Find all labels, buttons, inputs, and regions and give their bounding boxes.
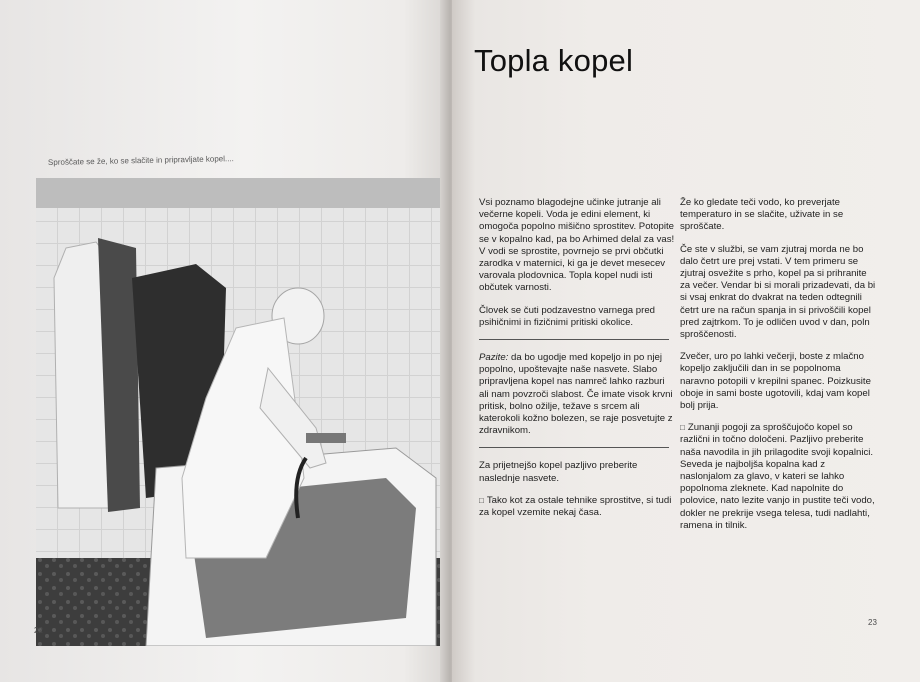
paragraph: Že ko gledate teči vodo, ko preverjate temperaturo in se slačite, uživate in se sproščate. bbox=[680, 197, 844, 233]
square-bullet-icon: □ bbox=[479, 495, 484, 505]
paragraph: Vsi poznamo blagodejne učinke jutranje ali večerne kopeli. Voda je edini element, ki omogoča popolno mišično sprostitev. Potopite se v kopalno kad, pa bo Arhimed delal za vas! V vodi se sprostite, povrnejo se prvi občutki zarodka v maternici, ki ga je devet mesecev varovala plodovnica. Topla kopel nudi isti občutek varnosti. bbox=[479, 197, 675, 294]
paragraph: Zvečer, uro po lahki večerji, boste z mlačno kopeljo zaključili dan in se popolnoma naravno potopili v krepilni spanec. Poizkusite oboje in sami boste ugotovili, kdaj vam kopel bolj prija. bbox=[680, 351, 871, 412]
divider bbox=[479, 447, 669, 448]
bullet-item bbox=[680, 422, 876, 532]
warning-paragraph bbox=[479, 352, 675, 437]
text-column-2 bbox=[680, 197, 876, 542]
divider bbox=[479, 339, 669, 340]
paragraph: Če ste v službi, se vam zjutraj morda ne bo dalo četrt ure prej vstati. V tem primeru se zjutraj osvežite s prho, kopel pa si prihranite za večer. Vendar bi si morali prizadevati, da bi si vsaj enkrat do dvakrat na teden odtegnili četrt ure na račun spanja in si privoščili kopel pred zajtrkom. To je odličen uvod v dan, poln sproščenosti. bbox=[680, 243, 876, 341]
left-page bbox=[0, 0, 448, 682]
warning-text: da bo ugodje med kopeljo in po njej popolno, upoštevajte naše nasvete. Slabo pripravljena kopel nas namreč lahko razburi ali nam povzroči slabost. Če imate visok krvni pritisk, bolno ožilje, težave s srcem ali katerokoli kožno bolezen, se raje posvetujte z zdravnikom. bbox=[479, 352, 673, 437]
paragraph: Človek se čuti podzavestno varnega pred psihičnimi in fizičnimi pritiski okolice. bbox=[479, 304, 655, 328]
paragraph: Za prijetnejšo kopel pazljivo preberite naslednje nasvete. bbox=[479, 460, 638, 484]
bullet-text: Zunanji pogoji za sproščujočo kopel so različni in točno določeni. Pazljivo preberite naša navodila in jih prilagodite svoji kopalnici. Seveda je najboljša kopalna kad z naslonjalom za glavo, v kateri se lahko popolnoma zleknete. Kad napolnite do polovice, nato lezite vanjo in pustite teči vodo, dokler ne prekrije vsega telesa, tudi nadlahti, ramena in tilnik. bbox=[680, 422, 875, 531]
bathroom-photo bbox=[36, 178, 440, 646]
square-bullet-icon: □ bbox=[680, 423, 685, 433]
page-number-left: 22 bbox=[34, 626, 43, 635]
bullet-text: Tako kot za ostale tehnike sprostitve, si tudi za kopel vzemite nekaj časa. bbox=[479, 494, 672, 519]
photo-caption: Sproščate se že, ko se slačite in pripravljate kopel.... bbox=[47, 154, 234, 167]
text-column-1 bbox=[479, 197, 675, 529]
page-number-right: 23 bbox=[868, 618, 877, 627]
bullet-item bbox=[479, 495, 675, 519]
warning-label: Pazite: bbox=[479, 352, 509, 364]
page-title: Topla kopel bbox=[474, 42, 634, 78]
